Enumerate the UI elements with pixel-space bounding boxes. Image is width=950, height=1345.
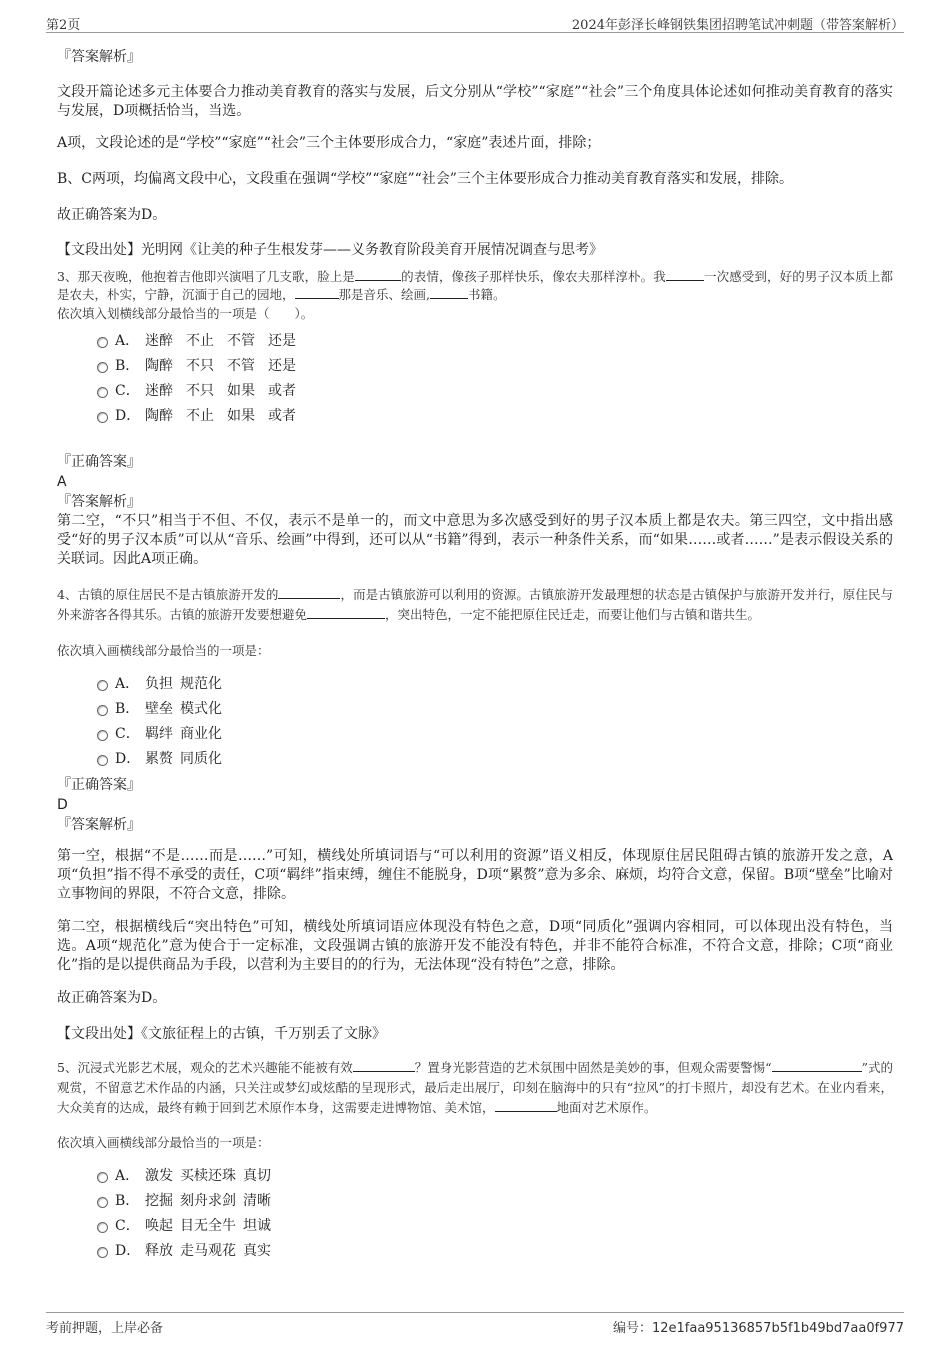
analysis-paragraph: 第二空，根据横线后“突出特色”可知，横线处所填词语应体现没有特色之意，D项“同质化”强调内容相同，可以体现出没有特色，当选。A项“规范化”意为使合于一定标准，文段强调古镇的旅游开发不能没有特色，并非不能符合标准，不符合文意，排除；C项“商业化”指的是以提供商品为手段，以营利为主要目的的行为，无法体现“没有特色”之意，排除。 <box>57 919 893 973</box>
source-citation: 【文段出处】光明网《让美的种子生根发芽——义务教育阶段美育开展情况调查与思考》 <box>57 242 603 258</box>
analysis-label: 『答案解析』 <box>57 817 141 833</box>
correct-answer-label: 『正确答案』 <box>57 454 141 470</box>
option-b[interactable]: B． 挖掘 刻舟求剑 清晰 <box>57 1189 893 1214</box>
question-3-options <box>57 329 893 429</box>
radio-button[interactable] <box>97 730 108 741</box>
radio-button[interactable] <box>97 362 108 373</box>
option-d[interactable]: D． 释放 走马观花 真实 <box>57 1239 893 1264</box>
source-citation: 【文段出处】《文旅征程上的古镇，千万别丢了文脉》 <box>57 1026 386 1042</box>
question-5-stem: 5、沉浸式光影艺术展，观众的艺术兴趣能不能被有效 ？置身光影营造的艺术氛围中固然是美妙的事，但观众需要警惕“ ”式的观赏，不留意艺术作品的内涵，只关注或梦幻或炫酷的呈现形式，最后走出展厅，印刻在脑海中的只有“拉风”的打卡照片，却没有艺术。在业内看来，大众美育的达成，最终有赖于回到艺术原作本身，这需要走进博物馆、美术馆， 地面对艺术原作。 <box>57 1060 893 1115</box>
question-4-prompt: 依次填入画横线部分最恰当的一项是： <box>57 643 270 658</box>
radio-button[interactable] <box>97 755 108 766</box>
question-5-options <box>57 1164 893 1264</box>
question-3-stem: 3、那天夜晚，他抱着吉他即兴演唱了几支歌，脸上是 的表情，像孩子那样快乐，像农夫那样淳朴。我 一次感受到，好的男子汉本质上都是农夫，朴实，宁静，沉湎于自己的园地， 那是音乐、绘画, 书籍。 <box>57 269 893 302</box>
radio-button[interactable] <box>97 337 108 348</box>
option-c[interactable]: C． 迷醉 不只 如果 或者 <box>57 379 893 404</box>
option-c[interactable]: C． 唤起 目无全牛 坦诚 <box>57 1214 893 1239</box>
analysis-paragraph: 文段开篇论述多元主体要合力推动美育教育的落实与发展，后文分别从“学校”“家庭”“社会”三个角度具体论述如何推动美育教育的落实与发展，D项概括恰当，当选。 <box>57 84 893 119</box>
analysis-label: 『答案解析』 <box>57 494 141 510</box>
analysis-paragraph: 第一空，根据“不是……而是……”可知，横线处所填词语与“可以利用的资源”语义相反，体现原住居民阻碍古镇的旅游开发之意，A项“负担”指不得不承受的责任，C项“羁绊”指束缚，缠住不能脱身，D项“累赘”意为多余、麻烦，均符合文意，保留。B项“壁垒”比喻对立事物间的界限，不符合文意，排除。 <box>57 848 893 902</box>
question-4-stem: 4、古镇的原住居民不是古镇旅游开发的 ，而是古镇旅游可以利用的资源。古镇旅游开发最理想的状态是古镇保护与旅游开发并行，原住民与外来游客各得其乐。古镇的旅游开发要想避免 ，突出特色，一定不能把原住民迁走，而要让他们与古镇和谐共生。 <box>57 587 893 622</box>
document-title: 2024年彭泽长峰钢铁集团招聘笔试冲刺题（带答案解析） <box>571 18 904 33</box>
answer-conclusion: 故正确答案为D。 <box>57 990 167 1006</box>
page-footer <box>46 1312 904 1335</box>
option-d[interactable]: D． 累赘 同质化 <box>57 747 893 772</box>
radio-button[interactable] <box>97 680 108 691</box>
radio-button[interactable] <box>97 705 108 716</box>
analysis-paragraph: A项，文段论述的是“学校”“家庭”“社会”三个主体要形成合力，“家庭”表述片面，排除； <box>57 135 601 151</box>
radio-button[interactable] <box>97 1222 108 1233</box>
question-3-prompt: 依次填入划横线部分最恰当的一项是（ ）。 <box>57 306 314 321</box>
option-b[interactable]: B． 陶醉 不只 不管 还是 <box>57 354 893 379</box>
analysis-paragraph: 第二空，“不只”相当于不但、不仅，表示不是单一的，而文中意思为多次感受到好的男子汉本质上都是农夫。第三四空，文中指出感受“好的男子汉本质”可以从“音乐、绘画”中得到，还可以从“书籍”得到，表示一种条件关系，而“如果……或者……”是表示假设关系的关联词。因此A项正确。 <box>57 513 893 567</box>
radio-button[interactable] <box>97 387 108 398</box>
answer-conclusion: 故正确答案为D。 <box>57 207 167 223</box>
document-body <box>57 44 893 1264</box>
page-number: 第2页 <box>46 18 81 33</box>
page-header <box>46 12 904 33</box>
radio-button[interactable] <box>97 1197 108 1208</box>
option-a[interactable]: A． 激发 买椟还珠 真切 <box>57 1164 893 1189</box>
question-5-prompt: 依次填入画横线部分最恰当的一项是： <box>57 1135 270 1150</box>
analysis-paragraph: B、C两项，均偏离文段中心，文段重在强调“学校”“家庭”“社会”三个主体要形成合力推动美育教育落实和发展，排除。 <box>57 171 793 187</box>
radio-button[interactable] <box>97 1172 108 1183</box>
correct-answer-label: 『正确答案』 <box>57 777 141 793</box>
radio-button[interactable] <box>97 412 108 423</box>
analysis-label: 『答案解析』 <box>57 49 141 65</box>
option-b[interactable]: B． 壁垒 模式化 <box>57 697 893 722</box>
radio-button[interactable] <box>97 1247 108 1258</box>
option-a[interactable]: A． 迷醉 不止 不管 还是 <box>57 329 893 354</box>
correct-answer: A <box>57 474 67 490</box>
option-c[interactable]: C． 羁绊 商业化 <box>57 722 893 747</box>
option-a[interactable]: A． 负担 规范化 <box>57 672 893 697</box>
correct-answer: D <box>57 797 68 813</box>
option-d[interactable]: D． 陶醉 不止 如果 或者 <box>57 404 893 429</box>
footer-slogan: 考前押题，上岸必备 <box>46 1321 164 1336</box>
question-4-options <box>57 672 893 772</box>
document-id: 编号：12e1faa95136857b5f1b49bd7aa0f977 <box>612 1321 904 1336</box>
